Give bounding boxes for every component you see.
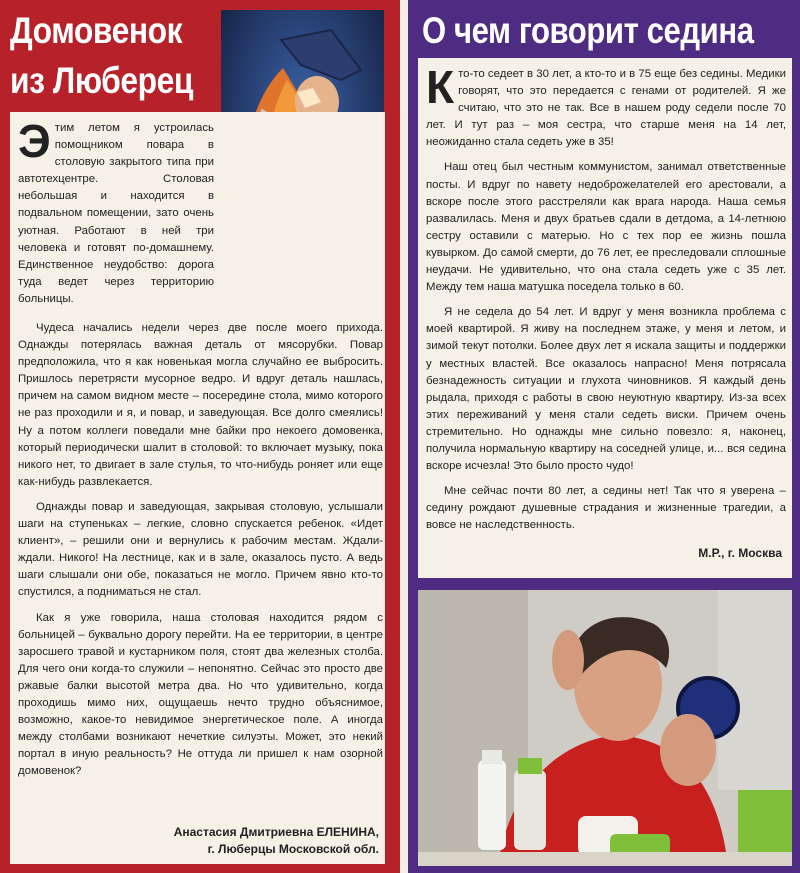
left-article-body — [18, 320, 383, 788]
right-article-signature: М.Р., г. Москва — [698, 546, 782, 560]
left-author-city: г. Люберцы Московской обл. — [207, 842, 379, 856]
left-title-line2: из Люберец — [10, 60, 194, 101]
left-article-paper — [10, 112, 385, 864]
right-article-title: О чем говорит седина — [422, 10, 754, 51]
right-paragraph-1: Наш отец был честным коммунистом, занимал ответственные посты. И вдруг по навету недоброжелателей его арестовали, а вскоре после этого расстреляли как врага народа. Наша семья развалилась. Меня и двух братьев сдали в детдома, а 14-летнюю сестру оставили с матерью. Но с тех пор ее жизнь пошла кувырком. До самой смерти, до 76 лет, ее преследовали сплошные неудачи. Не удивительно, что она стала седеть уже с 35 лет. Между тем наша матушка поседела только в 60. — [426, 161, 786, 294]
right-paragraph-2: Я не седела до 54 лет. И вдруг у меня возникла проблема с моей квартирой. Я живу на последнем этаже, у меня и летом, и зимой текут потолки. Более двух лет я искала защиты и поддержки у местных властей. Все оказалось напрасно! Меня потрясала безнадежность ситуации и глухота чиновников. Я каждый день рыдала, приходя с работы в свою неуютную квартиру. Из-за всех этих переживаний у меня стали седеть виски. Причем очень стремительно. Но однажды мне сильно повезло: я, наконец, получила нормальную квартиру на соседней улице, и... вся седина вскоре исчезла! Это было просто чудо! — [426, 306, 786, 473]
right-dropcap: К — [426, 61, 455, 113]
woman-mirror-photo-graphic — [418, 590, 792, 866]
left-author-name: Анастасия Дмитриевна ЕЛЕНИНА, — [173, 825, 379, 839]
woman-mirror-photo — [418, 590, 792, 866]
left-dropcap: Э — [18, 115, 51, 167]
left-paragraph-3: Как я уже говорила, наша столовая находится рядом с больницей – буквально дорогу перейти. На ее территории, в центре заросшего травой и кустарником поля, стоят два железных столба. Для чего они когда-то служили – непонятно. Сейчас это просто две ржавые балки высотой метра два. Но что удивительно, когда проходишь мимо них, ощущаешь нечто трудно объяснимое, возможно, какое-то невидимое энергетическое поле. А иногда между столбами возникают нечеткие силуэты. Может, это некий портал в иную реальность? Не оттуда ли пришел к нам озорной домовенок? — [18, 611, 383, 778]
right-intro-paragraph — [426, 61, 786, 151]
right-intro-text: то-то седеет в 30 лет, а кто-то и в 75 еще без седины. Медики говорят, что это передается с генами от родителей. Я же считаю, что это не так. Все в нашем роду седели после 70 лет. И тут раз – моя сестра, что старше меня на 14 лет, неожиданно стала седеть уже в 35! — [426, 68, 786, 149]
right-paragraph-3: Мне сейчас почти 80 лет, а седины нет! Так что я уверена – седину рождают душевные страдания и жизненные трагедии, а вовсе не наследственность. — [426, 485, 786, 532]
left-article-title — [10, 6, 194, 106]
right-article-body — [426, 61, 786, 542]
left-intro-text: тим летом я устроилась помощником повара в столовую закрытого типа при автотехцентре. Столовая небольшая и находится в подвальном помещении, зато очень уютная. Работают в ней три человека и готовят по-домашнему. Единственное неудобство: дорога туда ведет через территорию больницы. — [18, 122, 214, 305]
right-article-paper — [418, 58, 792, 578]
left-intro-paragraph — [18, 115, 214, 308]
left-paragraph-1: Чудеса начались недели через две после моего прихода. Однажды потерялась важная деталь от мясорубки. Повар предположила, что я как новенькая могла случайно ее выбросить. Пришлось перетрясти мусорное ведро. И вдруг деталь нашлась, причем на самом видном месте – посередине стола, мимо которого не раз проходили и я, и повар, и заведующая. Все долго смеялись! Ну а потом коллеги поведали мне байки про некоего домовенка, который периодически шалит в столовой: то включает музыку, пока никого нет, то двигает в зале стулья, то что-нибудь роняет или еще как-нибудь развлекается. — [18, 322, 383, 488]
left-article-signature — [79, 824, 379, 858]
left-paragraph-2: Однажды повар и заведующая, закрывая столовую, услышали шаги на ступеньках – легкие, словно спускается ребенок. «Идет клиент», – решили они и вернулись к рабочим местам. Ждали-ждали. Никого! На лестнице, как и в зале, оказалось пусто. А ведь шаги слышали они обе, показаться не могло. Причем явно кто-то спустился, а подниматься не стал. — [18, 500, 383, 599]
right-article — [408, 0, 800, 873]
left-title-line1: Домовенок — [10, 10, 183, 51]
